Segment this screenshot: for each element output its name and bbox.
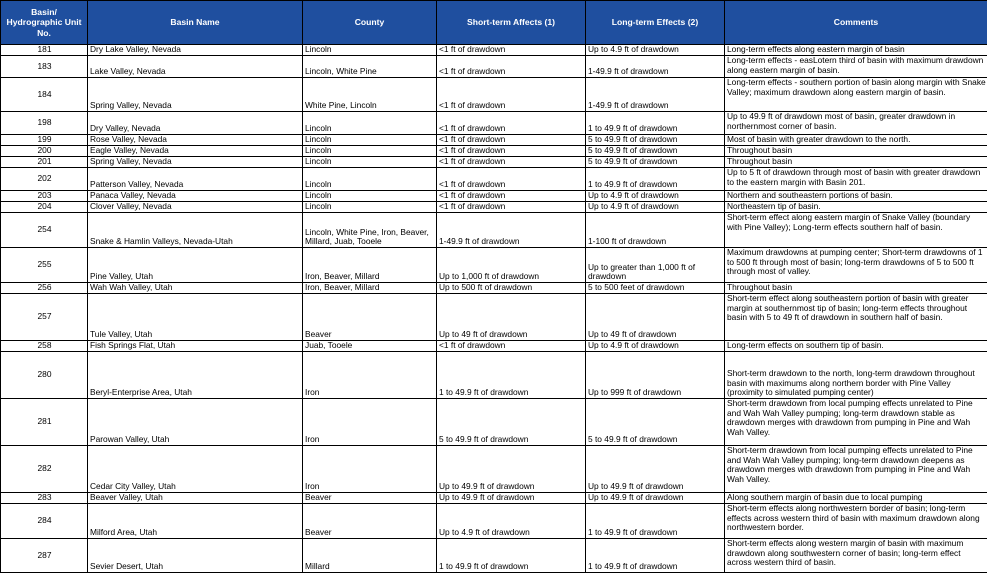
short-term-cell: <1 ft of drawdown (437, 56, 586, 78)
short-term-cell: Up to 1,000 ft of drawdown (437, 248, 586, 283)
unit-no-cell: 255 (1, 248, 88, 283)
comment-cell: Short-term effect along southeastern portion of basin with greater margin at southernmost tip of basin; long-term effects throughout basin with 5 to 49 ft of drawdown in southern half of basin. (725, 294, 987, 341)
comment-cell: Short-term effects along northwestern border of basin; long-term effects across western third of basin with maximum drawdown along northwestern border. (725, 504, 987, 539)
unit-no-cell: 199 (1, 135, 88, 146)
short-term-cell: Up to 49.9 ft of drawdown (437, 493, 586, 504)
county-cell: Lincoln, White Pine (303, 56, 437, 78)
basin-name-cell: Clover Valley, Nevada (88, 202, 303, 213)
long-term-cell: Up to 4.9 ft of drawdown (586, 341, 725, 352)
comment-cell: Up to 49.9 ft of drawdown most of basin, greater drawdown in northernmost corner of basin. (725, 112, 987, 135)
table-row (1, 213, 987, 248)
county-cell: Millard (303, 539, 437, 573)
county-cell: Lincoln (303, 146, 437, 157)
county-cell: Iron (303, 446, 437, 493)
long-term-cell: 1 to 49.9 ft of drawdown (586, 112, 725, 135)
short-term-cell: <1 ft of drawdown (437, 135, 586, 146)
unit-no-cell: 203 (1, 191, 88, 202)
basin-name-cell: Milford Area, Utah (88, 504, 303, 539)
basin-name-cell: Pine Valley, Utah (88, 248, 303, 283)
long-term-cell: 5 to 49.9 ft of drawdown (586, 157, 725, 168)
long-term-cell: Up to 999 ft of drawdown (586, 352, 725, 399)
county-cell: Iron, Beaver, Millard (303, 248, 437, 283)
county-cell: Lincoln (303, 45, 437, 56)
county-cell: Iron, Beaver, Millard (303, 283, 437, 294)
comment-cell: Most of basin with greater drawdown to the north. (725, 135, 987, 146)
county-cell: White Pine, Lincoln (303, 78, 437, 112)
header-short-term: Short-term Affects (1) (437, 1, 586, 45)
unit-no-cell: 200 (1, 146, 88, 157)
table-header-row (1, 1, 987, 45)
unit-no-cell: 256 (1, 283, 88, 294)
long-term-cell: 1-49.9 ft of drawdown (586, 56, 725, 78)
unit-no-cell: 204 (1, 202, 88, 213)
county-cell: Beaver (303, 493, 437, 504)
unit-no-cell: 280 (1, 352, 88, 399)
long-term-cell: 5 to 49.9 ft of drawdown (586, 399, 725, 446)
long-term-cell: Up to greater than 1,000 ft of drawdown (586, 248, 725, 283)
long-term-cell: Up to 4.9 ft of drawdown (586, 191, 725, 202)
short-term-cell: Up to 49.9 ft of drawdown (437, 446, 586, 493)
table-row (1, 248, 987, 283)
unit-no-cell: 202 (1, 168, 88, 191)
county-cell: Juab, Tooele (303, 341, 437, 352)
table-row (1, 352, 987, 399)
short-term-cell: <1 ft of drawdown (437, 341, 586, 352)
comment-cell: Short-term drawdown from local pumping effects unrelated to Pine and Wah Wah Valley pumping; long-term drawdown deepens as drawdown merges with drawdown from pumping in Pine and Wah Wah Valley. (725, 446, 987, 493)
long-term-cell: 1 to 49.9 ft of drawdown (586, 504, 725, 539)
unit-no-cell: 284 (1, 504, 88, 539)
table-row (1, 493, 987, 504)
unit-no-cell: 201 (1, 157, 88, 168)
basin-name-cell: Lake Valley, Nevada (88, 56, 303, 78)
basin-name-cell: Fish Springs Flat, Utah (88, 341, 303, 352)
comment-cell: Long-term effects on southern tip of basin. (725, 341, 987, 352)
comment-cell: Throughout basin (725, 157, 987, 168)
basin-name-cell: Snake & Hamlin Valleys, Nevada-Utah (88, 213, 303, 248)
unit-no-cell: 258 (1, 341, 88, 352)
comment-cell: Throughout basin (725, 283, 987, 294)
unit-no-cell: 184 (1, 78, 88, 112)
table-row (1, 135, 987, 146)
county-cell: Beaver (303, 504, 437, 539)
short-term-cell: <1 ft of drawdown (437, 146, 586, 157)
basin-name-cell: Spring Valley, Nevada (88, 78, 303, 112)
table-row (1, 294, 987, 341)
comment-cell: Long-term effects along eastern margin of basin (725, 45, 987, 56)
basin-name-cell: Eagle Valley, Nevada (88, 146, 303, 157)
basin-name-cell: Parowan Valley, Utah (88, 399, 303, 446)
unit-no-cell: 287 (1, 539, 88, 573)
unit-no-cell: 198 (1, 112, 88, 135)
comment-cell: Short-term drawdown from local pumping effects unrelated to Pine and Wah Wah Valley pumping; long-term drawdown stable as drawdown merges with drawdown from pumping in Pine and Wah Wah Valley. (725, 399, 987, 446)
table-row (1, 56, 987, 78)
unit-no-cell: 283 (1, 493, 88, 504)
short-term-cell: 1 to 49.9 ft of drawdown (437, 539, 586, 573)
basin-name-cell: Patterson Valley, Nevada (88, 168, 303, 191)
county-cell: Lincoln (303, 202, 437, 213)
short-term-cell: <1 ft of drawdown (437, 112, 586, 135)
county-cell: Iron (303, 399, 437, 446)
short-term-cell: 1 to 49.9 ft of drawdown (437, 352, 586, 399)
header-unit-no: Basin/ Hydrographic Unit No. (1, 1, 88, 45)
comment-cell: Northeastern tip of basin. (725, 202, 987, 213)
basin-name-cell: Cedar City Valley, Utah (88, 446, 303, 493)
short-term-cell: <1 ft of drawdown (437, 202, 586, 213)
basin-name-cell: Beryl-Enterprise Area, Utah (88, 352, 303, 399)
short-term-cell: <1 ft of drawdown (437, 168, 586, 191)
basin-name-cell: Sevier Desert, Utah (88, 539, 303, 573)
header-basin-name: Basin Name (88, 1, 303, 45)
comment-cell: Along southern margin of basin due to local pumping (725, 493, 987, 504)
basin-name-cell: Rose Valley, Nevada (88, 135, 303, 146)
table-row (1, 191, 987, 202)
table-row (1, 446, 987, 493)
table-row (1, 504, 987, 539)
long-term-cell: 5 to 500 feet of drawdown (586, 283, 725, 294)
long-term-cell: 1-100 ft of drawdown (586, 213, 725, 248)
header-county: County (303, 1, 437, 45)
basin-name-cell: Panaca Valley, Nevada (88, 191, 303, 202)
long-term-cell: 1 to 49.9 ft of drawdown (586, 168, 725, 191)
table-row (1, 283, 987, 294)
long-term-cell: Up to 4.9 ft of drawdown (586, 45, 725, 56)
comment-cell: Throughout basin (725, 146, 987, 157)
table-row (1, 399, 987, 446)
unit-no-cell: 181 (1, 45, 88, 56)
long-term-cell: Up to 49.9 ft of drawdown (586, 446, 725, 493)
short-term-cell: 5 to 49.9 ft of drawdown (437, 399, 586, 446)
basin-name-cell: Wah Wah Valley, Utah (88, 283, 303, 294)
table-row (1, 45, 987, 56)
comment-cell: Short-term effect along eastern margin of Snake Valley (boundary with Pine Valley); Long-term effects southern half of basin. (725, 213, 987, 248)
county-cell: Lincoln (303, 112, 437, 135)
basin-name-cell: Tule Valley, Utah (88, 294, 303, 341)
comment-cell: Up to 5 ft of drawdown through most of basin with greater drawdown to the eastern margin with Basin 201. (725, 168, 987, 191)
short-term-cell: Up to 4.9 ft of drawdown (437, 504, 586, 539)
table-row (1, 146, 987, 157)
county-cell: Iron (303, 352, 437, 399)
unit-no-cell: 281 (1, 399, 88, 446)
long-term-cell: Up to 49 ft of drawdown (586, 294, 725, 341)
long-term-cell: 1-49.9 ft of drawdown (586, 78, 725, 112)
short-term-cell: <1 ft of drawdown (437, 78, 586, 112)
long-term-cell: Up to 49.9 ft of drawdown (586, 493, 725, 504)
short-term-cell: <1 ft of drawdown (437, 157, 586, 168)
table-row (1, 539, 987, 573)
basin-name-cell: Spring Valley, Nevada (88, 157, 303, 168)
unit-no-cell: 254 (1, 213, 88, 248)
table-row (1, 202, 987, 213)
basin-name-cell: Dry Valley, Nevada (88, 112, 303, 135)
long-term-cell: 5 to 49.9 ft of drawdown (586, 135, 725, 146)
long-term-cell: 1 to 49.9 ft of drawdown (586, 539, 725, 573)
comment-cell: Maximum drawdowns at pumping center; Short-term drawdowns of 1 to 500 ft through most of basin; long-term drawdowns of 5 to 500 ft through most of valley. (725, 248, 987, 283)
county-cell: Lincoln (303, 135, 437, 146)
county-cell: Beaver (303, 294, 437, 341)
header-long-term: Long-term Effects (2) (586, 1, 725, 45)
comment-cell: Long-term effects - southern portion of basin along margin with Snake Valley; maximum drawdown along eastern margin of basin. (725, 78, 987, 112)
short-term-cell: Up to 49 ft of drawdown (437, 294, 586, 341)
long-term-cell: 5 to 49.9 ft of drawdown (586, 146, 725, 157)
comment-cell: Short-term effects along western margin of basin with maximum drawdown along southwestern corner of basin; long-term effect across western third of basin. (725, 539, 987, 573)
county-cell: Lincoln, White Pine, Iron, Beaver, Millard, Juab, Tooele (303, 213, 437, 248)
table-row (1, 112, 987, 135)
table-row (1, 78, 987, 112)
basin-name-cell: Beaver Valley, Utah (88, 493, 303, 504)
comment-cell: Northern and southeastern portions of basin. (725, 191, 987, 202)
unit-no-cell: 183 (1, 56, 88, 78)
short-term-cell: <1 ft of drawdown (437, 45, 586, 56)
county-cell: Lincoln (303, 157, 437, 168)
header-comments: Comments (725, 1, 987, 45)
table-row (1, 341, 987, 352)
short-term-cell: <1 ft of drawdown (437, 191, 586, 202)
county-cell: Lincoln (303, 191, 437, 202)
short-term-cell: 1-49.9 ft of drawdown (437, 213, 586, 248)
basin-name-cell: Dry Lake Valley, Nevada (88, 45, 303, 56)
comment-cell: Long-term effects - easLotern third of basin with maximum drawdown along eastern margin of basin. (725, 56, 987, 78)
table-row (1, 168, 987, 191)
county-cell: Lincoln (303, 168, 437, 191)
comment-cell: Short-term drawdown to the north, long-term drawdown throughout basin with maximums along northern border with Pine Valley (proximity to simulated pumping center) (725, 352, 987, 399)
unit-no-cell: 257 (1, 294, 88, 341)
unit-no-cell: 282 (1, 446, 88, 493)
table-row (1, 157, 987, 168)
long-term-cell: Up to 4.9 ft of drawdown (586, 202, 725, 213)
short-term-cell: Up to 500 ft of drawdown (437, 283, 586, 294)
